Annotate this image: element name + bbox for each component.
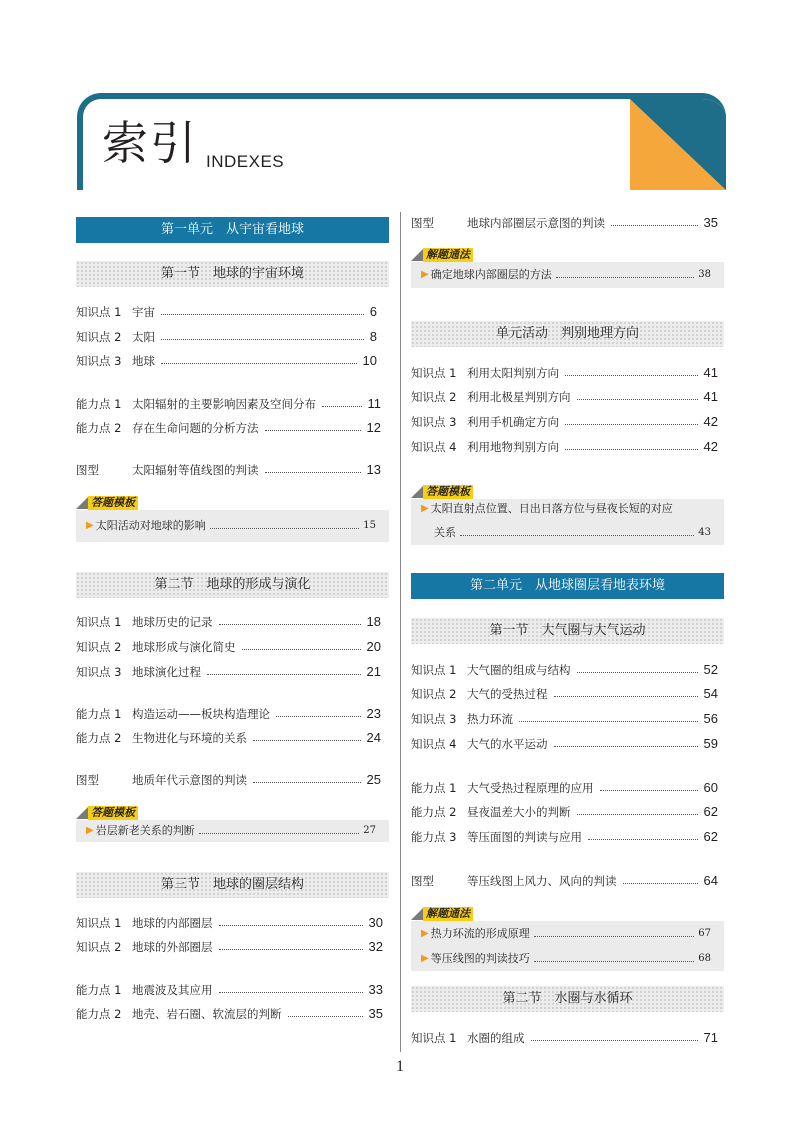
entry-title: 热力环流 [467, 712, 513, 726]
entry-title: 地球历史的记录 [132, 615, 213, 629]
leader-dots [253, 740, 361, 741]
tip-entry[interactable] [421, 267, 711, 283]
column-divider [400, 212, 401, 1052]
entry-page: 18 [366, 614, 381, 629]
entry-code: 知识点 3 [76, 665, 122, 679]
leader-dots [460, 535, 694, 536]
index-entry[interactable] [76, 982, 383, 998]
leader-dots [565, 375, 698, 376]
tag-triangle-icon [411, 249, 423, 261]
entry-code: 知识点 2 [411, 390, 457, 404]
leader-dots [265, 472, 361, 473]
entry-code: 知识点 2 [76, 330, 122, 344]
entry-title: 地球的外部圈层 [132, 940, 213, 954]
entry-code: 知识点 1 [76, 615, 122, 629]
entry-title: 利用北极星判别方向 [467, 390, 571, 404]
entry-page: 30 [368, 915, 383, 930]
leader-dots [253, 782, 361, 783]
index-entry[interactable] [76, 353, 377, 369]
entry-title: 利用太阳判别方向 [467, 366, 559, 380]
index-entry[interactable] [411, 829, 718, 845]
tip-entry[interactable] [86, 823, 376, 839]
tip-title: 热力环流的形成原理 [430, 927, 530, 940]
entry-code: 能力点 2 [76, 1007, 122, 1021]
section-heading: 第三节 地球的圈层结构 [76, 872, 389, 898]
entry-page: 35 [368, 1006, 383, 1021]
section-heading: 第一节 大气圈与大气运动 [411, 618, 724, 644]
entry-code: 能力点 1 [76, 707, 122, 721]
entry-code: 知识点 1 [411, 1031, 457, 1045]
entry-code: 能力点 2 [76, 731, 122, 745]
entry-title: 生物进化与环境的关系 [132, 731, 247, 745]
entry-code: 知识点 1 [76, 305, 122, 319]
leader-dots [565, 424, 698, 425]
entry-page: 23 [366, 706, 381, 721]
tip-entry-line2[interactable] [434, 525, 711, 541]
entry-page: 25 [366, 772, 381, 787]
leader-dots [600, 790, 698, 791]
entry-title: 地球演化过程 [132, 665, 201, 679]
arrow-right-icon: ▶ [421, 928, 429, 939]
tip-entry[interactable] [421, 926, 711, 942]
tip-title-continued: 关系 [434, 526, 456, 539]
section-heading: 第一节 地球的宇宙环境 [76, 261, 389, 287]
index-entry[interactable] [411, 711, 718, 727]
tag-label: 解题通法 [423, 248, 473, 262]
template-tag [411, 484, 473, 499]
entry-code: 知识点 4 [411, 737, 457, 751]
entry-page: 52 [703, 662, 718, 677]
entry-page: 64 [703, 873, 718, 888]
entry-page: 33 [368, 982, 383, 997]
entry-title: 构造运动——板块构造理论 [132, 707, 270, 721]
entry-page: 20 [366, 639, 381, 654]
tag-label: 解题通法 [423, 907, 473, 921]
index-entry[interactable] [76, 706, 381, 722]
leader-dots [161, 339, 364, 340]
index-entry[interactable] [411, 736, 718, 752]
entry-code: 知识点 4 [411, 440, 457, 454]
leader-dots [210, 528, 360, 529]
tag-label: 答题模板 [88, 496, 138, 510]
entry-page: 71 [703, 1030, 718, 1045]
section-heading: 第二节 水圈与水循环 [411, 986, 724, 1012]
corner-decoration [630, 99, 726, 190]
entry-title: 存在生命问题的分析方法 [132, 421, 259, 435]
index-entry[interactable] [76, 772, 381, 788]
entry-code: 知识点 3 [76, 354, 122, 368]
entry-code: 能力点 2 [411, 805, 457, 819]
leader-dots [199, 833, 360, 834]
leader-dots [242, 649, 361, 650]
method-tag [411, 906, 473, 921]
index-entry[interactable] [76, 664, 381, 680]
unit-heading: 第二单元 从地球圈层看地表环境 [411, 573, 724, 599]
entry-code: 能力点 1 [76, 983, 122, 997]
entry-page: 56 [703, 711, 718, 726]
entry-title: 大气圈的组成与结构 [467, 663, 571, 677]
entry-title: 地震波及其应用 [132, 983, 213, 997]
index-entry[interactable] [76, 420, 381, 436]
template-tag [76, 805, 138, 820]
tag-triangle-icon [76, 497, 88, 509]
entry-page: 24 [366, 730, 381, 745]
entry-page: 11 [367, 396, 381, 411]
entry-page: 41 [703, 389, 718, 404]
entry-code: 知识点 1 [76, 916, 122, 930]
index-entry[interactable] [411, 780, 718, 796]
leader-dots [554, 746, 698, 747]
tip-title: 太阳活动对地球的影响 [95, 519, 206, 532]
section-heading: 单元活动 判别地理方向 [411, 321, 724, 347]
leader-dots [556, 277, 695, 278]
tip-entry[interactable] [86, 518, 376, 534]
entry-page: 13 [366, 462, 381, 477]
index-entry[interactable] [76, 462, 381, 478]
entry-page: 62 [703, 804, 718, 819]
leader-dots [611, 225, 698, 226]
arrow-right-icon: ▶ [86, 520, 94, 531]
tag-triangle-icon [411, 486, 423, 498]
entry-page: 42 [703, 439, 718, 454]
entry-code: 图型 [76, 463, 99, 477]
leader-dots [219, 925, 363, 926]
entry-page: 12 [366, 420, 381, 435]
entry-code: 图型 [411, 874, 434, 888]
entry-code: 知识点 3 [411, 415, 457, 429]
index-entry[interactable] [411, 215, 718, 231]
index-entry[interactable] [76, 304, 377, 320]
entry-page: 8 [369, 329, 377, 344]
index-entry[interactable] [76, 329, 377, 345]
leader-dots [207, 674, 361, 675]
entry-title: 地质年代示意图的判读 [132, 773, 247, 787]
index-entry[interactable] [76, 730, 381, 746]
arrow-right-icon: ▶ [86, 825, 94, 836]
index-entry[interactable] [76, 939, 383, 955]
index-entry[interactable] [76, 396, 381, 412]
arrow-right-icon: ▶ [421, 503, 429, 514]
leader-dots [265, 430, 361, 431]
arrow-right-icon: ▶ [421, 953, 429, 964]
entry-title: 地球内部圈层示意图的判读 [467, 216, 605, 230]
index-entry[interactable] [76, 639, 381, 655]
index-entry[interactable] [411, 662, 718, 678]
tag-triangle-icon [76, 807, 88, 819]
entry-code: 能力点 1 [411, 781, 457, 795]
tip-entry-line1[interactable] [421, 501, 711, 517]
entry-title: 地壳、岩石圈、软流层的判断 [132, 1007, 282, 1021]
leader-dots [623, 883, 698, 884]
entry-page: 41 [703, 365, 718, 380]
tag-label: 答题模板 [423, 485, 473, 499]
tag-label: 答题模板 [88, 806, 138, 820]
entry-title: 太阳辐射的主要影响因素及空间分布 [132, 397, 316, 411]
index-entry[interactable] [411, 804, 718, 820]
leader-dots [577, 814, 698, 815]
page-subtitle: INDEXES [206, 152, 285, 171]
entry-code: 能力点 2 [76, 421, 122, 435]
entry-title: 地球形成与演化简史 [132, 640, 236, 654]
section-heading: 第二节 地球的形成与演化 [76, 572, 389, 598]
template-tag [76, 495, 138, 510]
page-title: 索引 [102, 116, 198, 170]
tag-triangle-icon [411, 908, 423, 920]
entry-code: 能力点 3 [411, 830, 457, 844]
entry-code: 知识点 3 [411, 712, 457, 726]
leader-dots [534, 961, 695, 962]
index-entry[interactable] [411, 389, 718, 405]
entry-code: 知识点 1 [411, 366, 457, 380]
leader-dots [219, 949, 363, 950]
entry-title: 太阳 [132, 330, 155, 344]
entry-title: 利用地物判别方向 [467, 440, 559, 454]
entry-page: 54 [703, 686, 718, 701]
index-entry[interactable] [411, 1030, 718, 1046]
entry-page: 42 [703, 414, 718, 429]
entry-title: 宇宙 [132, 305, 155, 319]
leader-dots [554, 696, 698, 697]
leader-dots [276, 716, 361, 717]
leader-dots [565, 449, 698, 450]
entry-title: 太阳辐射等值线图的判读 [132, 463, 259, 477]
entry-title: 大气受热过程原理的应用 [467, 781, 594, 795]
entry-title: 大气的受热过程 [467, 687, 548, 701]
leader-dots [161, 363, 357, 364]
leader-dots [161, 314, 364, 315]
tip-title: 岩层新老关系的判断 [95, 824, 195, 837]
entry-title: 地球 [132, 354, 155, 368]
entry-page: 10 [362, 353, 377, 368]
index-entry[interactable] [411, 414, 718, 430]
entry-page: 32 [368, 939, 383, 954]
leader-dots [519, 721, 698, 722]
unit-heading: 第一单元 从宇宙看地球 [76, 217, 389, 243]
entry-code: 知识点 2 [76, 640, 122, 654]
leader-dots [577, 672, 698, 673]
entry-page: 35 [703, 215, 718, 230]
entry-page: 6 [369, 304, 377, 319]
index-entry[interactable] [411, 873, 718, 889]
index-entry[interactable] [76, 1006, 383, 1022]
entry-page: 59 [703, 736, 718, 751]
entry-page: 60 [703, 780, 718, 795]
tip-title: 太阳直射点位置、日出日落方位与昼夜长短的对应 [430, 502, 673, 515]
index-entry[interactable] [411, 686, 718, 702]
entry-code: 知识点 1 [411, 663, 457, 677]
leader-dots [531, 1040, 698, 1041]
tip-page: 68 [698, 953, 711, 964]
entry-title: 大气的水平运动 [467, 737, 548, 751]
tip-page: 15 [363, 520, 376, 531]
entry-title: 利用手机确定方向 [467, 415, 559, 429]
entry-title: 等压线图上风力、风向的判读 [467, 874, 617, 888]
tip-page: 43 [698, 527, 711, 538]
index-entry[interactable] [411, 439, 718, 455]
tip-page: 38 [698, 269, 711, 280]
index-entry[interactable] [411, 365, 718, 381]
tip-entry[interactable] [421, 951, 711, 967]
index-entry[interactable] [76, 915, 383, 931]
entry-code: 知识点 2 [411, 687, 457, 701]
entry-page: 62 [703, 829, 718, 844]
leader-dots [219, 992, 363, 993]
tip-page: 67 [698, 928, 711, 939]
entry-code: 能力点 1 [76, 397, 122, 411]
leader-dots [534, 936, 695, 937]
entry-code: 知识点 2 [76, 940, 122, 954]
index-entry[interactable] [76, 614, 381, 630]
entry-title: 地球的内部圈层 [132, 916, 213, 930]
tip-title: 确定地球内部圈层的方法 [430, 268, 552, 281]
arrow-right-icon: ▶ [421, 269, 429, 280]
entry-title: 水圈的组成 [467, 1031, 525, 1045]
entry-code: 图型 [76, 773, 99, 787]
leader-dots [577, 399, 698, 400]
leader-dots [288, 1016, 363, 1017]
leader-dots [588, 839, 698, 840]
entry-title: 等压面图的判读与应用 [467, 830, 582, 844]
tip-title: 等压线图的判读技巧 [430, 952, 530, 965]
tip-page: 27 [363, 825, 376, 836]
leader-dots [219, 624, 361, 625]
entry-page: 21 [366, 664, 381, 679]
entry-code: 图型 [411, 216, 434, 230]
entry-title: 昼夜温差大小的判断 [467, 805, 571, 819]
method-tag [411, 247, 473, 262]
leader-dots [322, 406, 362, 407]
page-number: 1 [396, 1058, 404, 1075]
